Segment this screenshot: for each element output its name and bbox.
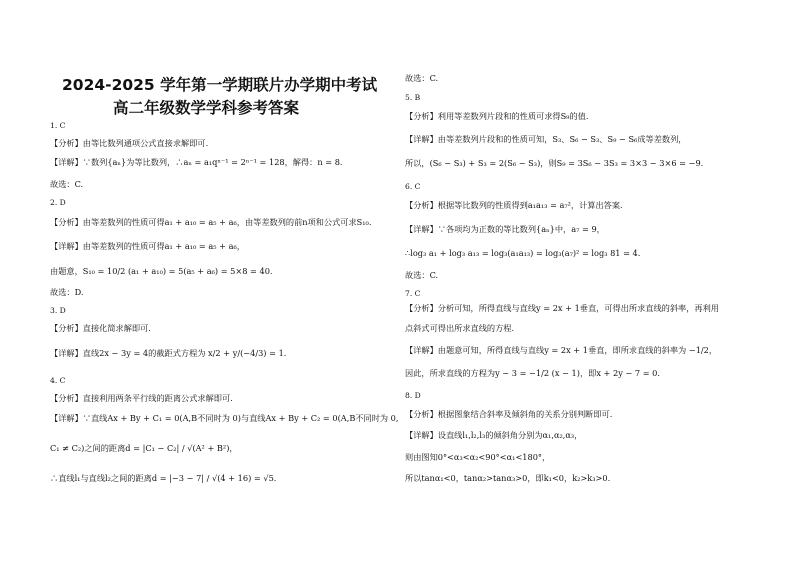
answer-line: 由题意，S₁₀ = 10/2 (a₁ + a₁₀) = 5(a₅ + a₆) = 5×8 = 40.	[50, 266, 273, 276]
answer-line: 【详解】∵数列{aₙ}为等比数列，∴aₙ = a₁qⁿ⁻¹ = 2ⁿ⁻¹ = 128，解得：n = 8.	[50, 157, 343, 167]
answer-line: 故选：D.	[50, 287, 84, 297]
answer-line: 【分析】由等比数列通项公式直接求解即可.	[50, 138, 209, 148]
answer-line: 【分析】根据等比数列的性质得到a₁a₁₃ = a₇²，计算出答案.	[405, 200, 623, 210]
answer-line: 【分析】利用等差数列片段和的性质可求得S₉的值.	[405, 111, 589, 121]
answer-line: 【详解】设直线l₁,l₂,l₃的倾斜角分别为α₁,α₂,α₃，	[405, 430, 583, 440]
answer-line: ∴直线l₁与直线l₂之间的距离d = |−3 − 7| / √(4 + 16) = √5.	[50, 473, 277, 483]
answer-line: 【分析】直接利用两条平行线的距离公式求解即可.	[50, 393, 233, 403]
answer-line: 故选：C.	[405, 73, 439, 83]
answer-line: 则由图知0°<α₃<α₂<90°<α₁<180°，	[405, 452, 551, 462]
answer-line: 【分析】根据图象结合斜率及倾斜角的关系分别判断即可.	[405, 409, 613, 419]
answer-line: 所以tanα₁<0，tanα₂>tanα₃>0，即k₁<0，k₂>k₃>0.	[405, 473, 611, 483]
answer-line: 【详解】由题意可知，所得直线与直线y = 2x + 1垂直，即所求直线的斜率为 −1/2，	[405, 345, 718, 355]
answer-line: 3. D	[50, 306, 66, 315]
answer-line: C₁ ≠ C₂)之间的距离d = |C₁ − C₂| / √(A² + B²)，	[50, 443, 238, 453]
answer-line: 【详解】∵各项均为正数的等比数列{aₙ}中，a₇ = 9，	[405, 224, 605, 234]
answer-line: 【分析】由等差数列的性质可得a₁ + a₁₀ = a₅ + a₆，由等差数列的前n项和公式可求S₁₀.	[50, 217, 372, 227]
answer-line: 【详解】直线2x − 3y = 4的截距式方程为 x/2 + y/(−4/3) = 1.	[50, 348, 287, 358]
answer-line: 故选：C.	[50, 179, 84, 189]
answer-line: 【详解】由等差数列片段和的性质可知，S₃、S₆ − S₃、S₉ − S₆成等差数列，	[405, 134, 687, 144]
answer-line: 故选：C.	[405, 270, 439, 280]
answer-line: 因此，所求直线的方程为y − 3 = −1/2 (x − 1)，即x + 2y − 7 = 0.	[405, 368, 660, 378]
answer-line: 【分析】分析可知，所得直线与直线y = 2x + 1垂直，可得出所求直线的斜率，再利用	[405, 303, 719, 313]
answer-line: 【分析】直接化简求解即可.	[50, 323, 151, 333]
answer-line: 8. D	[405, 391, 421, 400]
answer-line: 4. C	[50, 376, 66, 385]
answer-line: 1. C	[50, 121, 66, 130]
answer-line: 6. C	[405, 182, 421, 191]
answer-line: 所以，(S₆ − S₃) + S₃ = 2(S₆ − S₃)，则S₉ = 3S₆ − 3S₃ = 3×3 − 3×6 = −9.	[405, 158, 704, 168]
answer-line: 【详解】由等差数列的性质可得a₁ + a₁₀ = a₅ + a₆，	[50, 241, 245, 251]
page-subtitle: 高二年级数学学科参考答案	[113, 99, 300, 117]
answer-line: 2. D	[50, 198, 66, 207]
answer-line: 7. C	[405, 289, 421, 298]
answer-line: 【详解】∵直线Ax + By + C₁ = 0(A,B不同时为 0)与直线Ax + By + C₂ = 0(A,B不同时为 0,	[50, 413, 399, 423]
answer-line: 5. B	[405, 93, 421, 102]
answer-line: 点斜式可得出所求直线的方程.	[405, 323, 515, 333]
page-title: 2024-2025 学年第一学期联片办学期中考试	[62, 76, 378, 94]
answer-line: ∴log₃ a₁ + log₃ a₁₃ = log₃(a₁a₁₃) = log₃(a₇)² = log₃ 81 = 4.	[405, 248, 641, 258]
